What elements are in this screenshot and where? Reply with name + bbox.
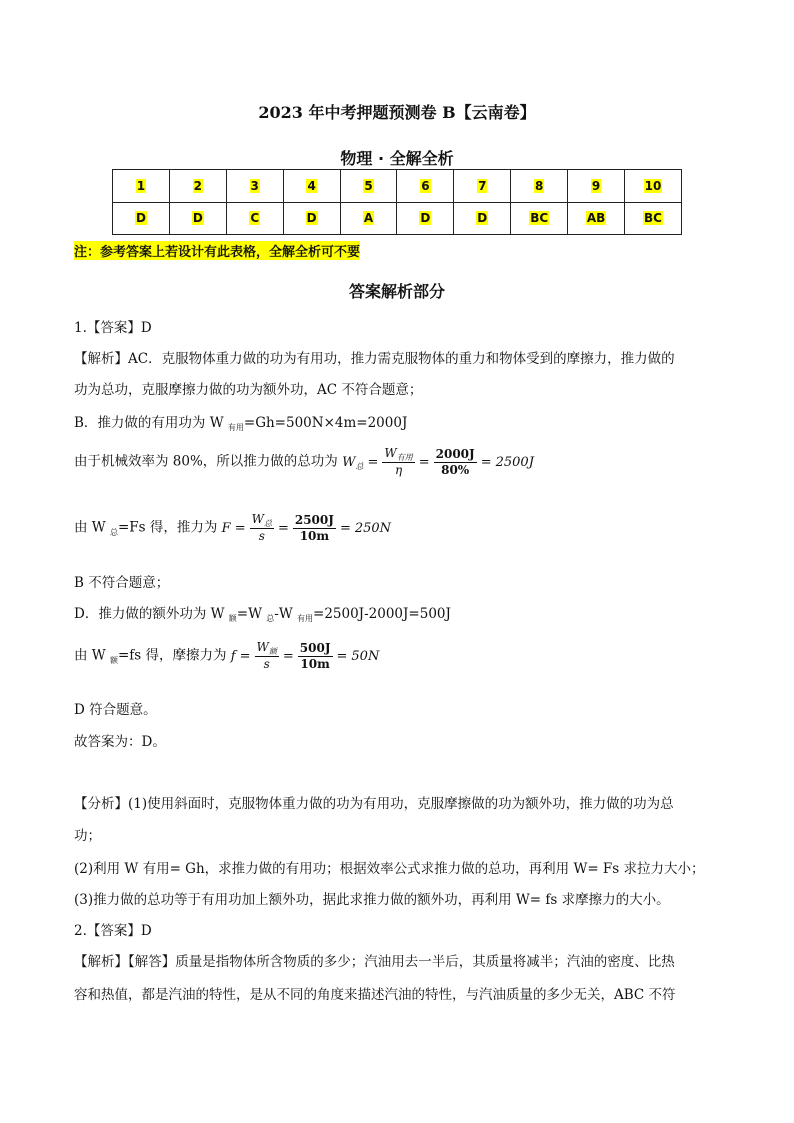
q1-b-conclusion: B 不符合题意；: [74, 575, 170, 591]
total-work-formula: $W_总$ = $\frac{W_{有用}}{\eta}$ = $\frac{2000J}{80\%}$ = 2500J: [342, 446, 534, 477]
q2-analysis-line-1: 【解析】【解答】质量是指物体所含物质的多少；汽油用去一半后，其质量将减半；汽油的密度、比热: [74, 954, 675, 970]
table-cell: 2: [169, 170, 226, 203]
q1-friction-line: 由 W $_额$=fs 得，摩擦力为 f = $\frac{W_额}{s}$ = $\frac{500J}{10m}$ = 50N: [74, 640, 380, 671]
table-cell: 1: [113, 170, 170, 203]
q1-analysis-line-2: 功为总功，克服摩擦力做的功为额外功，AC 不符合题意；: [74, 382, 423, 398]
answer-table-answer-row: [113, 202, 682, 235]
table-cell: BC: [625, 202, 682, 235]
q1-option-b-line: B．推力做的有用功为 W $_{有用}$=Gh=500N×4m=2000J: [74, 415, 408, 432]
section-heading: 答案解析部分: [348, 282, 445, 301]
table-cell: AB: [568, 202, 625, 235]
page-title: 2023 年中考押题预测卷 B【云南卷】: [258, 103, 536, 122]
table-cell: 5: [340, 170, 397, 203]
table-cell: 6: [397, 170, 454, 203]
answer-table: [112, 169, 682, 235]
q1-fenxi-line-2: 功；: [74, 828, 101, 844]
push-force-formula: F = $\frac{W_总}{s}$ = $\frac{2500J}{10m}$ = 250N: [221, 512, 392, 543]
answer-table-number-row: [113, 170, 682, 203]
q1-option-d-line: D．推力做的额外功为 W $_额$=W $_总$-W $_{有用}$=2500J-2000J=500J: [74, 606, 451, 623]
table-cell: 3: [226, 170, 283, 203]
q2-analysis-line-2: 容和热值，都是汽油的特性，是从不同的角度来描述汽油的特性，与汽油质量的多少无关，ABC 不符: [74, 987, 676, 1003]
table-cell: 9: [568, 170, 625, 203]
table-cell: A: [340, 202, 397, 235]
table-cell: BC: [511, 202, 568, 235]
q1-fenxi-line-4: (3)推力做的总功等于有用功加上额外功，据此求推力做的额外功，再利用 W= fs 求摩擦力的大小。: [74, 892, 670, 908]
q1-d-conclusion: D 符合题意。: [74, 702, 157, 718]
table-cell: D: [113, 202, 170, 235]
table-cell: 10: [625, 170, 682, 203]
q2-answer: 2.【答案】D: [74, 923, 152, 939]
q1-efficiency-line: 由于机械效率为 80%，所以推力做的总功为 $W_总$ = $\frac{W_{有用}}{\eta}$ = $\frac{2000J}{80\%}$ = 2500J: [74, 446, 534, 477]
q1-fenxi-line-3: (2)利用 W 有用= Gh，求推力做的有用功；根据效率公式求推力做的总功，再利用 W= Fs 求拉力大小；: [74, 861, 705, 877]
q1-analysis-line-1: 【解析】AC．克服物体重力做的功为有用功，推力需克服物体的重力和物体受到的摩擦力，推力做的: [74, 351, 675, 367]
q1-fenxi-line-1: 【分析】(1)使用斜面时，克服物体重力做的功为有用功，克服摩擦做的功为额外功，推力做的功为总: [74, 796, 674, 812]
table-cell: C: [226, 202, 283, 235]
table-cell: D: [283, 202, 340, 235]
q1-final-answer: 故答案为：D。: [74, 734, 166, 750]
table-cell: 4: [283, 170, 340, 203]
friction-formula: f = $\frac{W_额}{s}$ = $\frac{500J}{10m}$ = 50N: [230, 640, 380, 671]
q1-push-force-line: 由 W $_总$=Fs 得，推力为 F = $\frac{W_总}{s}$ = $\frac{2500J}{10m}$ = 250N: [74, 512, 392, 543]
highlighted-note: 注：参考答案上若设计有此表格，全解全析可不要: [74, 241, 360, 260]
table-cell: 8: [511, 170, 568, 203]
q1-answer: 1.【答案】D: [74, 320, 152, 336]
table-cell: D: [454, 202, 511, 235]
table-cell: 7: [454, 170, 511, 203]
page-subtitle: 物理 · 全解全析: [340, 149, 454, 168]
table-cell: D: [397, 202, 454, 235]
table-cell: D: [169, 202, 226, 235]
